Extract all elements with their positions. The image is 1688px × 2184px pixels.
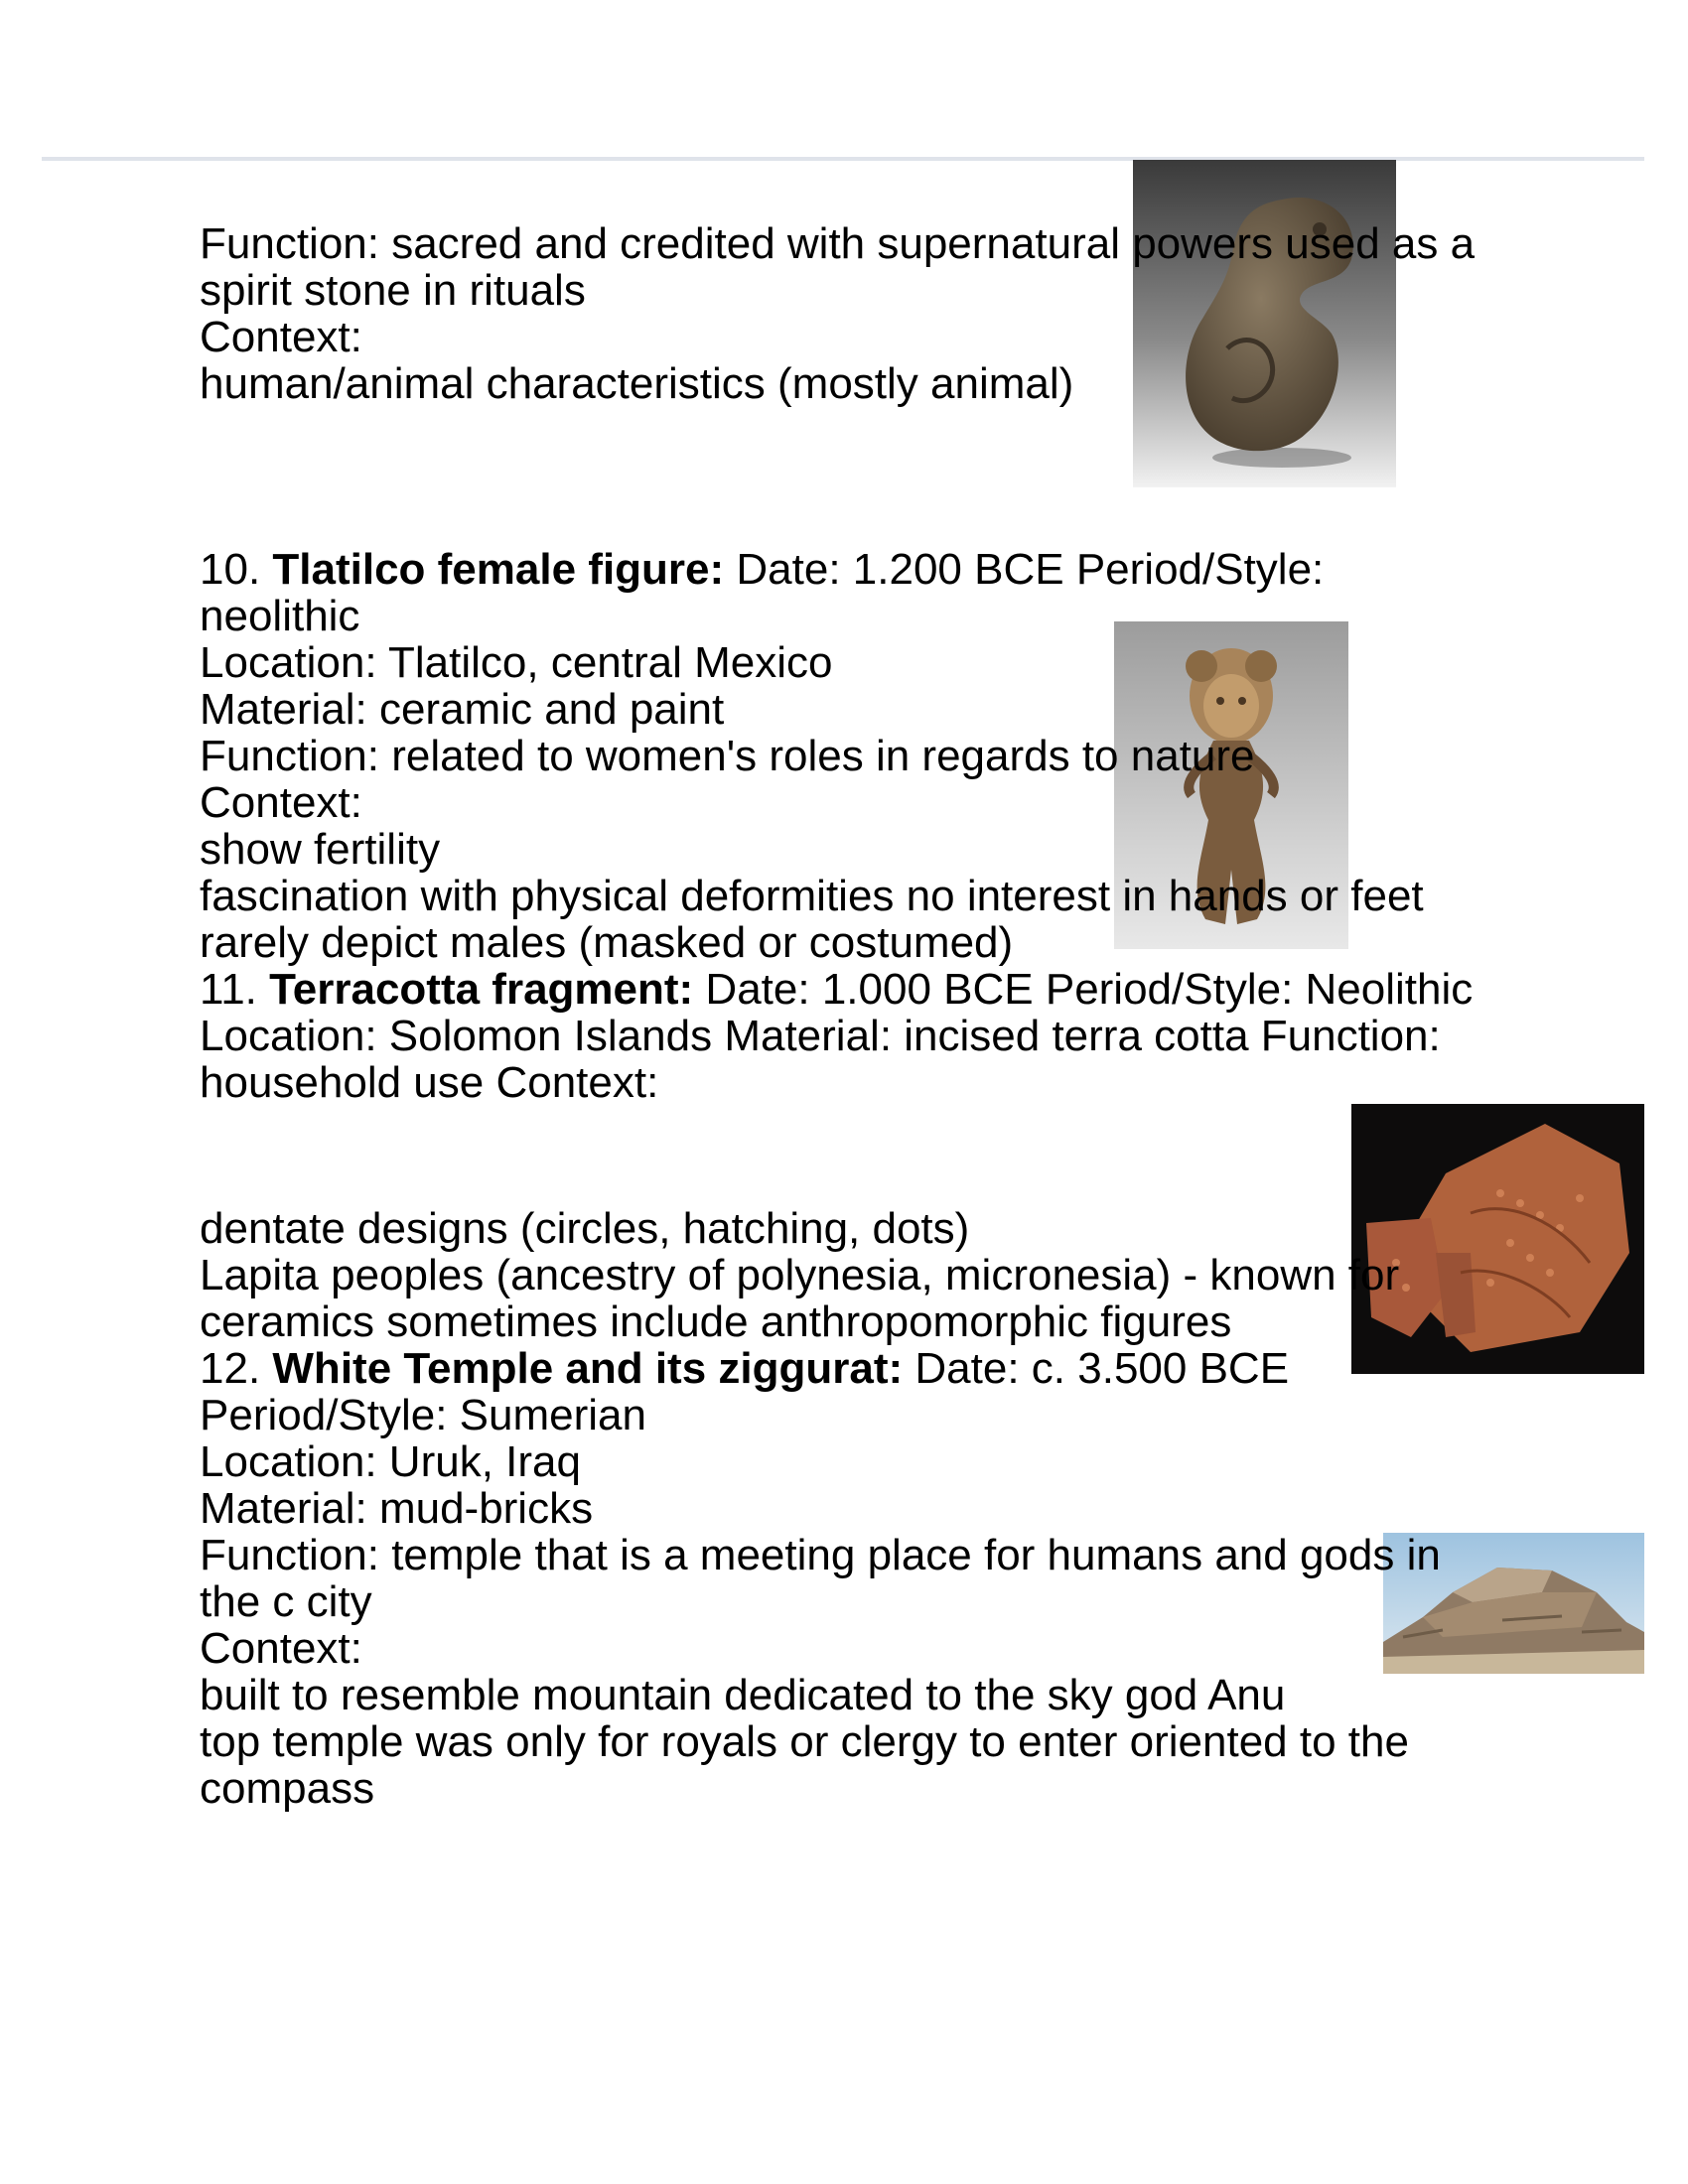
spirit-stone-function-line-2: spirit stone in rituals (200, 266, 586, 315)
entry-12-material: Material: mud-bricks (200, 1484, 594, 1533)
entry-10-location: Location: Tlatilco, central Mexico (200, 638, 833, 687)
spirit-stone-image (1133, 160, 1396, 487)
entry-11-date-period: Date: 1.000 BCE Period/Style: Neolithic (705, 965, 1474, 1014)
entry-10-number: 10. (200, 545, 261, 594)
entry-12-context-label: Context: (200, 1624, 362, 1673)
terracotta-fragment-image (1351, 1104, 1644, 1374)
entry-12-title: White Temple and its ziggurat: (272, 1344, 904, 1393)
entry-10-context-1: show fertility (200, 825, 441, 874)
header-divider (42, 157, 1644, 161)
entry-12-date: Date: c. 3.500 BCE (914, 1344, 1290, 1393)
spirit-stone-context-label: Context: (200, 313, 362, 361)
entry-12-function-2: the c city (200, 1577, 372, 1626)
entry-10-heading (200, 546, 1324, 593)
entry-12-context-2: top temple was only for royals or clergy to enter oriented to the (200, 1717, 1409, 1766)
entry-11-title: Terracotta fragment: (269, 965, 694, 1014)
entry-10-context-3: rarely depict males (masked or costumed) (200, 918, 1014, 967)
spirit-stone-photo (1133, 160, 1396, 487)
entry-11-context-3: ceramics sometimes include anthropomorphic figures (200, 1297, 1232, 1346)
entry-12-number: 12. (200, 1344, 261, 1393)
entry-12-function-1: Function: temple that is a meeting place for humans and gods in (200, 1531, 1441, 1579)
entry-11-line-2: Location: Solomon Islands Material: incised terra cotta Function: (200, 1012, 1441, 1060)
entry-12-location: Location: Uruk, Iraq (200, 1437, 581, 1486)
entry-11-line-3: household use Context: (200, 1058, 659, 1107)
terracotta-fragment-photo (1351, 1104, 1644, 1374)
spirit-stone-context-1: human/animal characteristics (mostly animal) (200, 359, 1074, 408)
entry-10-date-period: Date: 1.200 BCE Period/Style: (736, 545, 1325, 594)
spirit-stone-function-line-1: Function: sacred and credited with supernatural powers used as a (200, 219, 1476, 268)
entry-12-context-1: built to resemble mountain dedicated to the sky god Anu (200, 1671, 1286, 1719)
entry-11-heading (200, 966, 1473, 1013)
entry-11-number: 11. (200, 965, 257, 1014)
entry-10-title: Tlatilco female figure: (272, 545, 725, 594)
entry-11-context-2: Lapita peoples (ancestry of polynesia, micronesia) - known for (200, 1251, 1400, 1299)
entry-12-period: Period/Style: Sumerian (200, 1391, 646, 1439)
entry-10-context-label: Context: (200, 778, 362, 827)
entry-10-context-2: fascination with physical deformities no interest in hands or feet (200, 872, 1424, 920)
entry-10-function: Function: related to women's roles in regards to nature (200, 732, 1255, 780)
entry-12-context-3: compass (200, 1764, 375, 1813)
entry-11-context-1: dentate designs (circles, hatching, dots) (200, 1204, 970, 1253)
entry-12-heading (200, 1345, 1289, 1392)
entry-10-material: Material: ceramic and paint (200, 685, 725, 734)
entry-10-period: neolithic (200, 592, 360, 640)
